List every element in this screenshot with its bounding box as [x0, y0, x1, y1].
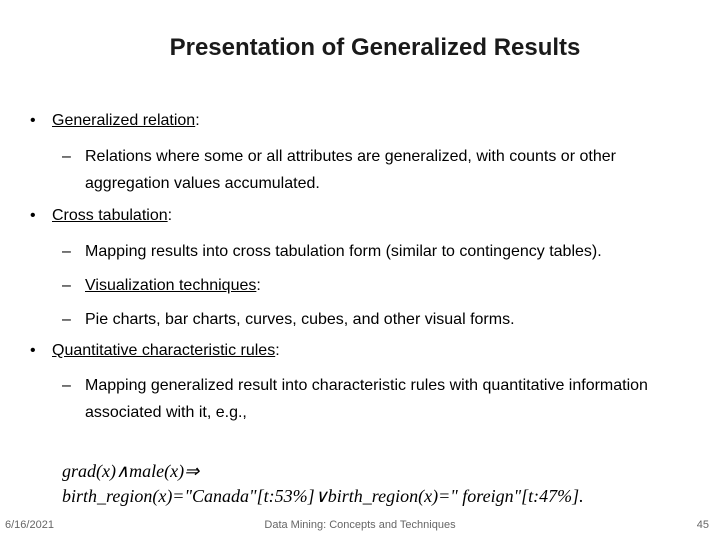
footer-date: 6/16/2021 — [5, 519, 54, 531]
sub-item — [62, 372, 702, 426]
bullet-cross-tabulation — [30, 207, 172, 225]
sub-item — [62, 272, 702, 299]
bullet-suffix: : — [275, 342, 280, 359]
bullet-symbol: • — [30, 207, 36, 224]
sub-item — [62, 143, 702, 197]
bullet-symbol: • — [30, 112, 36, 129]
sub-item-text: Visualization techniques — [85, 277, 257, 294]
sub-item-text: Pie charts, bar charts, curves, cubes, and other visual forms. — [85, 311, 515, 328]
dash-symbol: – — [62, 277, 71, 294]
dash-symbol: – — [62, 311, 71, 328]
sub-item-text: Mapping generalized result into characteristic rules with quantitative information associated with it, e.g., — [85, 377, 648, 421]
sub-item-text: Mapping results into cross tabulation form (similar to contingency tables). — [85, 243, 602, 260]
bullet-generalized-relation — [30, 112, 200, 130]
bullet-label: Generalized relation — [52, 112, 196, 129]
sub-item-suffix: : — [256, 277, 261, 294]
sub-item — [62, 238, 702, 265]
dash-symbol: – — [62, 377, 71, 394]
bullet-label: Quantitative characteristic rules — [52, 342, 276, 359]
bullet-suffix: : — [195, 112, 200, 129]
formula-line-1: grad(x)∧male(x)⇒ — [62, 461, 200, 481]
footer-center: Data Mining: Concepts and Techniques — [264, 519, 456, 531]
sub-item-text: Relations where some or all attributes are generalized, with counts or other aggregation values accumulated. — [85, 148, 616, 192]
bullet-suffix: : — [167, 207, 173, 224]
dash-symbol: – — [62, 243, 71, 260]
formula-line-2: birth_region(x)="Canada"[t:53%]∨birth_region(x)=" foreign"[t:47%]. — [62, 486, 584, 506]
dash-symbol: – — [62, 148, 71, 165]
bullet-quantitative-rules — [30, 342, 280, 360]
bullet-symbol: • — [30, 342, 36, 359]
footer-page-number: 45 — [696, 519, 709, 531]
sub-item — [62, 306, 702, 333]
bullet-label: Cross tabulation — [52, 207, 168, 224]
slide-title: Presentation of Generalized Results — [169, 34, 581, 61]
sub-item-text-wrap — [62, 272, 702, 299]
